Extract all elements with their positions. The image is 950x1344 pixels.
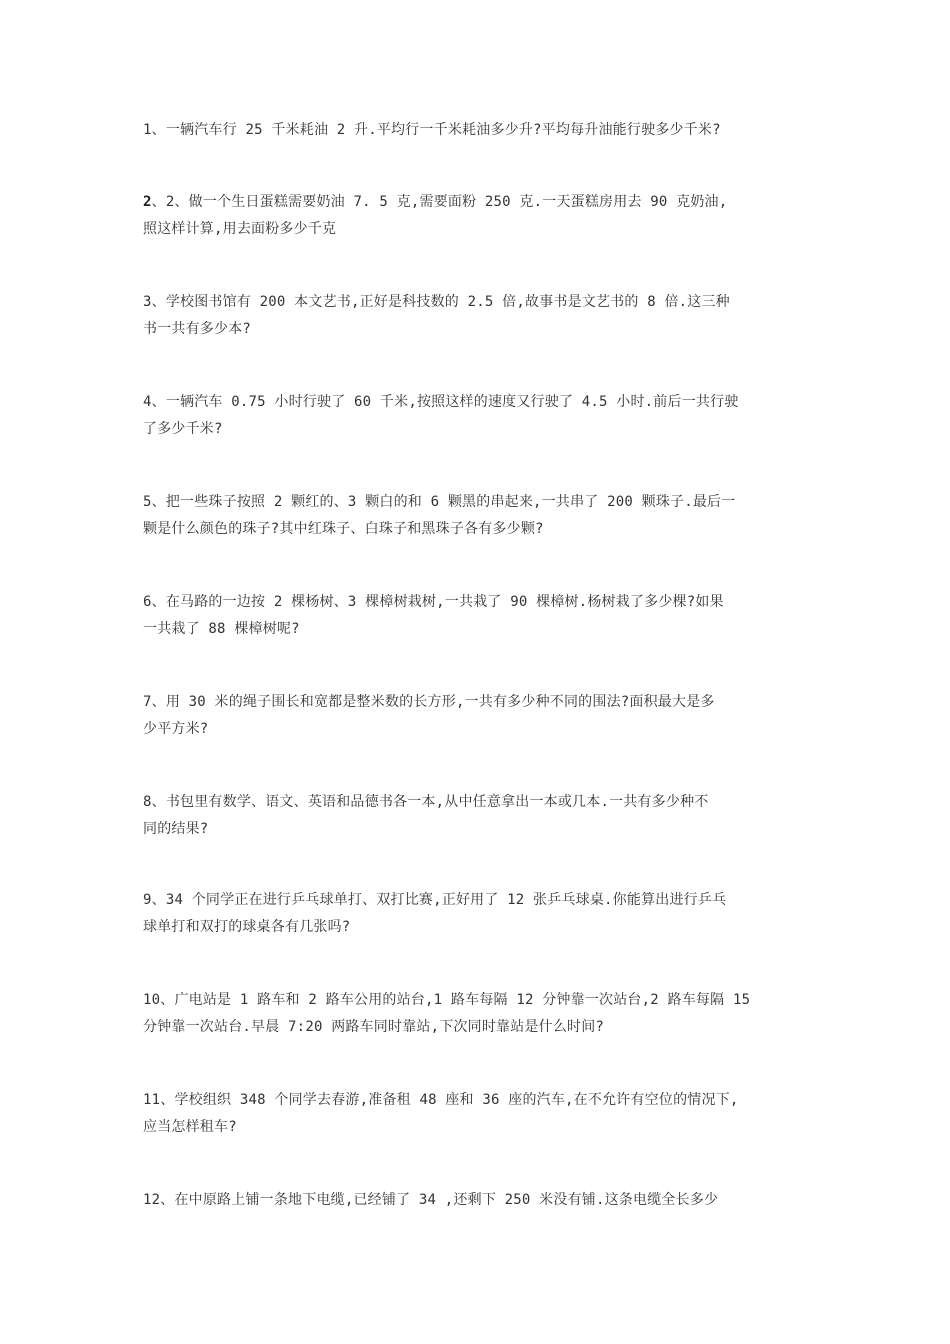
question-6 xyxy=(143,589,815,643)
question-10-line-1: 10、广电站是 1 路车和 2 路车公用的站台,1 路车每隔 12 分钟靠一次站台,2 路车每隔 15 xyxy=(143,992,751,1008)
question-3-line-2: 书一共有多少本? xyxy=(143,321,252,337)
question-7-line-1: 7、用 30 米的绳子围长和宽都是整米数的长方形,一共有多少种不同的围法?面积最大是多 xyxy=(143,694,715,710)
question-3-line-1: 3、学校图书馆有 200 本文艺书,正好是科技数的 2.5 倍,故事书是文艺书的 8 倍.这三种 xyxy=(143,294,730,310)
question-2-line-1-text: 、2、做一个生日蛋糕需要奶油 7. 5 克,需要面粉 250 克.一天蛋糕房用去 90 克奶油, xyxy=(151,194,728,210)
question-10 xyxy=(143,987,815,1041)
question-12-line-1: 12、在中原路上铺一条地下电缆,已经铺了 34 ,还剩下 250 米没有铺.这条电缆全长多少 xyxy=(143,1192,719,1208)
question-9-line-2: 球单打和双打的球桌各有几张吗? xyxy=(143,919,351,935)
question-11-line-1: 11、学校组织 348 个同学去春游,准备租 48 座和 36 座的汽车,在不允许有空位的情况下, xyxy=(143,1092,739,1108)
question-7 xyxy=(143,689,815,743)
question-2-line-1 xyxy=(143,189,815,216)
question-2-line-2: 照这样计算,用去面粉多少千克 xyxy=(143,221,337,237)
question-7-line-2: 少平方米? xyxy=(143,721,209,737)
question-5-line-1: 5、把一些珠子按照 2 颗红的、3 颗白的和 6 颗黑的串起来,一共串了 200 颗珠子.最后一 xyxy=(143,494,736,510)
question-11-line-2: 应当怎样租车? xyxy=(143,1119,237,1135)
question-1 xyxy=(143,117,815,144)
question-4 xyxy=(143,389,815,443)
question-10-line-2: 分钟靠一次站台.早晨 7:20 两路车同时靠站,下次同时靠站是什么时间? xyxy=(143,1019,605,1035)
question-6-line-1: 6、在马路的一边按 2 棵杨树、3 棵樟树栽树,一共栽了 90 棵樟树.杨树栽了多少棵?如果 xyxy=(143,594,724,610)
question-9-line-1: 9、34 个同学正在进行乒乓球单打、双打比赛,正好用了 12 张乒乓球桌.你能算出进行乒乓 xyxy=(143,892,727,908)
question-5-line-2: 颗是什么颜色的珠子?其中红珠子、白珠子和黑珠子各有多少颗? xyxy=(143,521,544,537)
question-4-line-2: 了多少千米? xyxy=(143,421,223,437)
question-8 xyxy=(143,789,815,843)
question-12 xyxy=(143,1187,815,1214)
question-11 xyxy=(143,1087,815,1141)
question-1-line-1: 1、一辆汽车行 25 千米耗油 2 升.平均行一千米耗油多少升?平均每升油能行驶多少千米? xyxy=(143,122,721,138)
question-2-bold-number: 2 xyxy=(143,194,152,210)
question-5 xyxy=(143,489,815,543)
question-8-line-2: 同的结果? xyxy=(143,821,209,837)
question-4-line-1: 4、一辆汽车 0.75 小时行驶了 60 千米,按照这样的速度又行驶了 4.5 小时.前后一共行驶 xyxy=(143,394,739,410)
question-6-line-2: 一共栽了 88 棵樟树呢? xyxy=(143,621,300,637)
question-2 xyxy=(143,189,815,243)
question-3 xyxy=(143,289,815,343)
question-8-line-1: 8、书包里有数学、语文、英语和品德书各一本,从中任意拿出一本或几本.一共有多少种不 xyxy=(143,794,709,810)
question-9 xyxy=(143,887,815,941)
